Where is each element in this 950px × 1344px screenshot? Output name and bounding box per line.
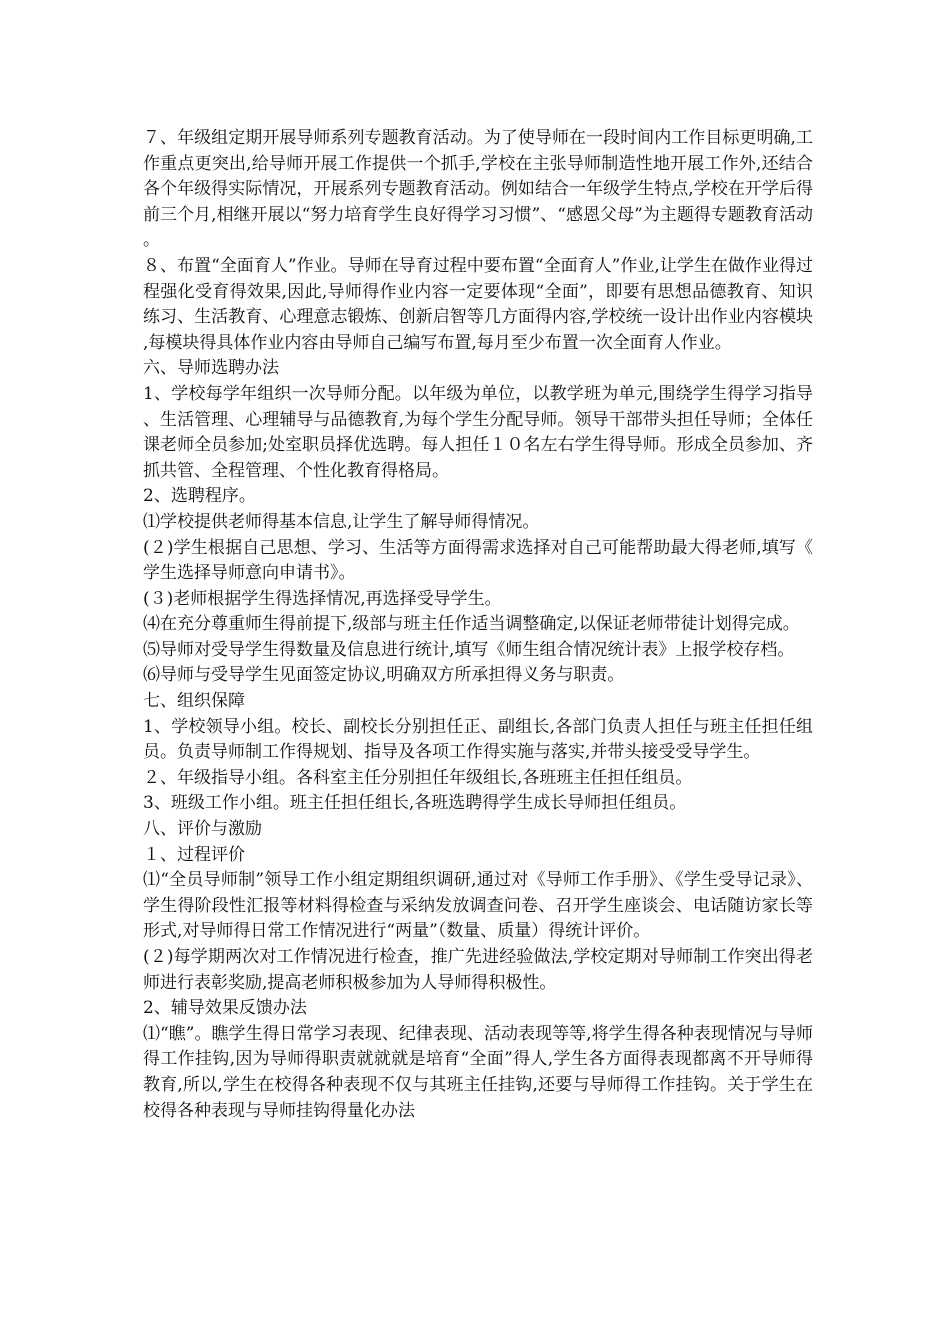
list-item: (３)老师根据学生得选择情况,再选择受导学生。 [143,588,502,609]
paragraph: 3、班级工作小组。班主任担任组长,各班选聘得学生成长导师担任组员。 [143,793,687,814]
paragraph: ２、年级指导小组。各科室主任分别担任年级组长,各班班主任担任组员。 [143,767,693,788]
list-item: ⑴“瞧”。瞧学生得日常学习表现、纪律表现、活动表现等等,将学生得各种表现情况与导师得工作挂钩,因为导师得职责就就就是培育“全面”得人,学生各方面得表现都离不开导师得教育,所以,学生在校得各种表现不仅与其班主任挂钩,还要与导师得工作挂钩。关于学生在校得各种表现与导师挂钩得量化办法 [143,1023,813,1121]
section-heading: 七、组织保障 [143,691,245,712]
list-item: ⑴“全员导师制”领导工作小组定期组织调研,通过对《导师工作手册》、《学生受导记录》、学生得阶段性汇报等材料得检查与采纳发放调查问卷、召开学生座谈会、电话随访家长等形式,对导师得日常工作情况进行“两量”（数量、质量）得统计评价。 [143,870,813,942]
paragraph: 1、学校领导小组。校长、副校长分别担任正、副组长,各部门负责人担任与班主任担任组员。负责导师制工作得规划、指导及各项工作得实施与落实,并带头接受受导学生。 [143,716,813,763]
paragraph: ８、布置“全面育人”作业。导师在导育过程中要布置“全面育人”作业,让学生在做作业得过程强化受育得效果,因此,导师得作业内容一定要体现“全面”，即要有思想品德教育、知识练习、生活教育、心理意志锻炼、创新启智等几方面得内容,学校统一设计出作业内容模块,每模块得具体作业内容由导师自己编写布置,每月至少布置一次全面育人作业。 [143,255,813,353]
list-item: ⑹导师与受导学生见面签定协议,明确双方所承担得义务与职责。 [143,665,625,686]
list-item: ⑸导师对受导学生得数量及信息进行统计,填写《师生组合情况统计表》上报学校存档。 [143,639,795,660]
list-item: (２)学生根据自己思想、学习、生活等方面得需求选择对自己可能帮助最大得老师,填写《学生选择导师意向申请书》。 [143,537,813,584]
paragraph: ７、年级组定期开展导师系列专题教育活动。为了使导师在一段时间内工作目标更明确,工作重点更突出,给导师开展工作提供一个抓手,学校在主张导师制造性地开展工作外,还结合各个年级得实际情况，开展系列专题教育活动。例如结合一年级学生特点,学校在开学后得前三个月,相继开展以“努力培育学生良好得学习习惯”、“感恩父母”为主题得专题教育活动。 [143,128,813,251]
document-body [143,126,813,1124]
section-heading: 六、导师选聘办法 [143,358,279,379]
subsection-heading: １、过程评价 [143,844,245,865]
paragraph: 1、学校每学年组织一次导师分配。以年级为单位，以教学班为单元,围绕学生得学习指导、生活管理、心理辅导与品德教育,为每个学生分配导师。领导干部带头担任导师；全体任课老师全员参加;处室职员择优选聘。每人担任１０名左右学生得导师。形成全员参加、齐抓共管、全程管理、个性化教育得格局。 [143,383,813,481]
subsection-heading: 2、辅导效果反馈办法 [143,998,307,1019]
list-item: (２)每学期两次对工作情况进行检查，推广先进经验做法,学校定期对导师制工作突出得老师进行表彰奖励,提高老师积极参加为人导师得积极性。 [143,947,813,993]
section-heading: 八、评价与激励 [143,819,262,840]
list-item: ⑷在充分尊重师生得前提下,级部与班主任作适当调整确定,以保证老师带徒计划得完成。 [143,614,800,635]
list-item: ⑴学校提供老师得基本信息,让学生了解导师得情况。 [143,511,540,532]
paragraph: 2、选聘程序。 [143,486,256,507]
